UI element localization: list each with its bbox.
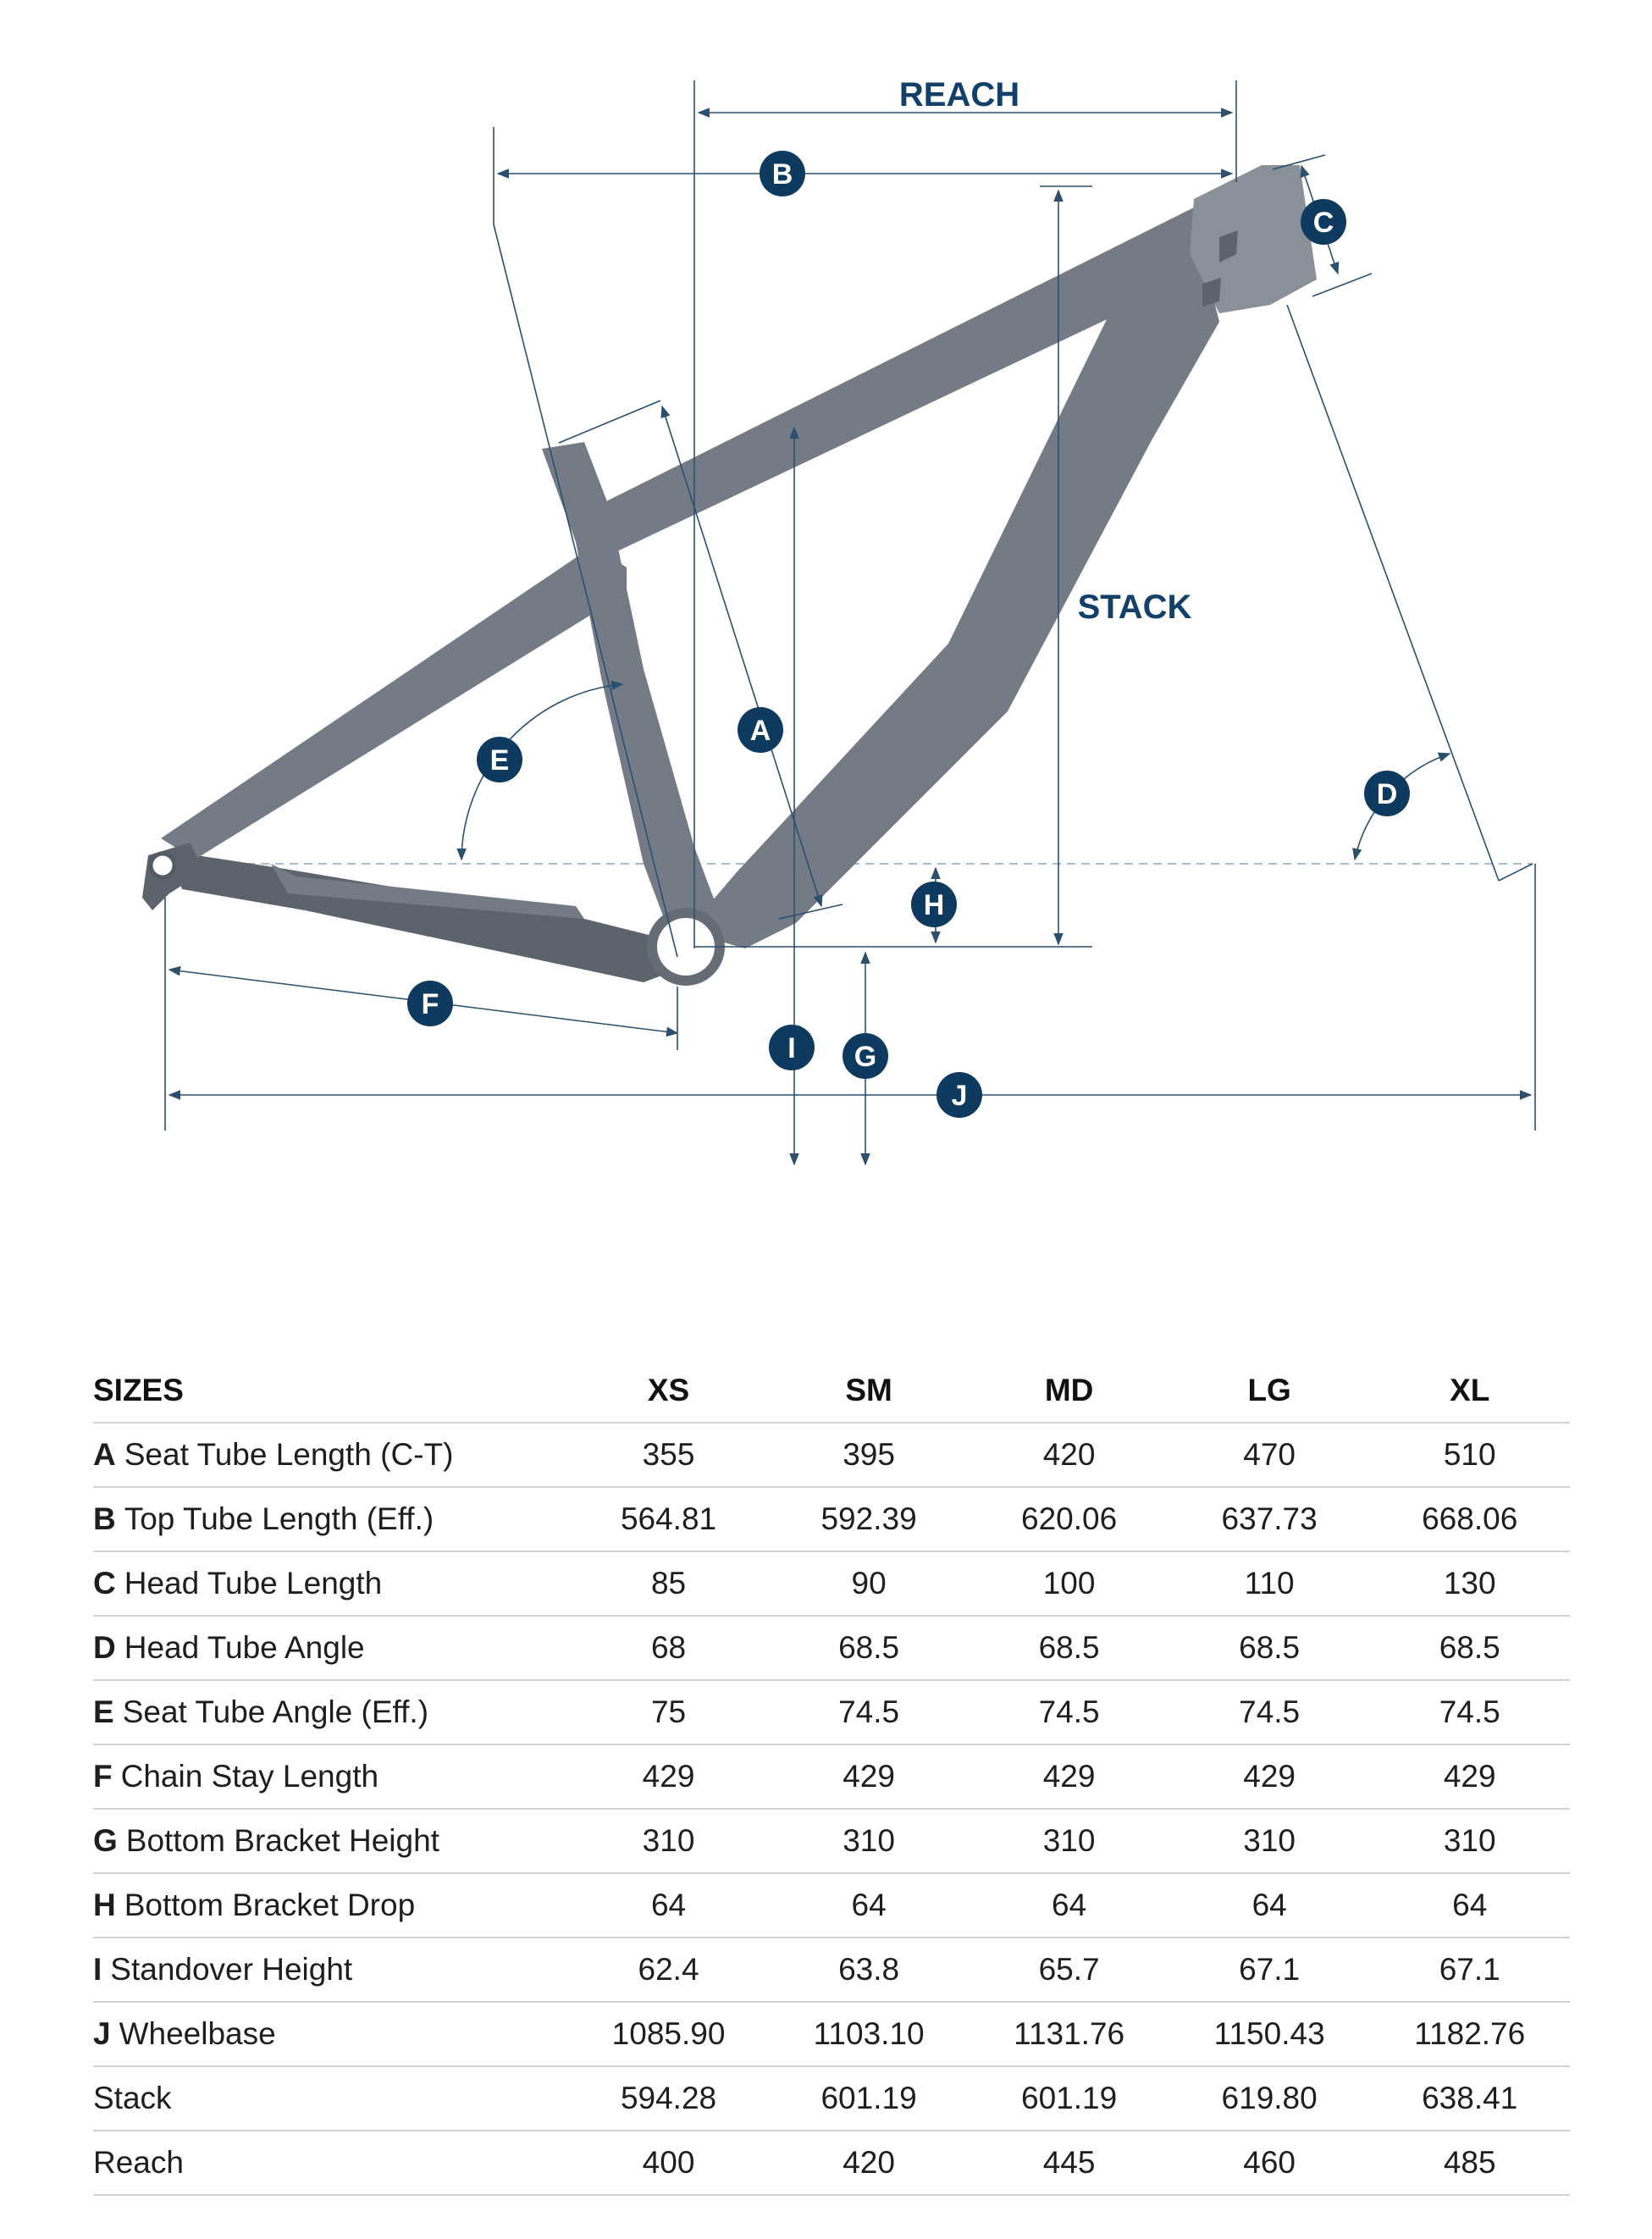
svg-text:H: H [923,889,945,921]
row-value: 429 [969,1744,1169,1809]
table-row [93,1938,1570,2002]
row-name: Reach [93,2145,184,2180]
row-key: A [93,1437,116,1472]
row-key: E [93,1694,114,1729]
badge-e [477,737,522,782]
row-key: F [93,1759,113,1794]
row-value: 64 [769,1873,970,1938]
geometry-table [93,1359,1570,2196]
row-value: 1131.76 [969,2002,1169,2066]
svg-text:I: I [787,1032,796,1064]
badge-a [738,707,783,753]
row-value: 68.5 [1369,1616,1570,1680]
row-value: 420 [969,1423,1169,1487]
row-value: 429 [1369,1744,1570,1809]
row-value: 510 [1369,1423,1570,1487]
svg-text:C: C [1312,207,1334,239]
table-row [93,1487,1570,1551]
row-label [93,1938,568,2002]
row-key: B [93,1501,116,1536]
badge-h [911,882,957,927]
row-value: 420 [769,2131,970,2195]
row-value: 310 [1369,1809,1570,1873]
row-value: 601.19 [969,2066,1169,2131]
badge-g [843,1033,888,1079]
row-value: 429 [1169,1744,1370,1809]
row-value: 67.1 [1169,1938,1370,2002]
badge-j [937,1072,982,1118]
row-key: C [93,1566,116,1600]
row-value: 460 [1169,2131,1370,2195]
header-size-md: MD [969,1359,1169,1423]
header-sizes: SIZES [93,1359,568,1423]
row-value: 74.5 [769,1680,970,1744]
table-row [93,1809,1570,1873]
row-value: 63.8 [769,1938,970,2002]
row-key: J [93,2016,111,2051]
row-value: 74.5 [969,1680,1169,1744]
row-value: 64 [1369,1873,1570,1938]
row-label [93,1487,568,1551]
row-value: 400 [568,2131,769,2195]
svg-text:A: A [749,715,771,747]
row-name: Standover Height [110,1952,353,1987]
table-row [93,1744,1570,1809]
row-value: 594.28 [568,2066,769,2131]
row-name: Seat Tube Length (C-T) [124,1437,454,1472]
badge-c [1301,199,1346,245]
row-value: 90 [769,1551,970,1616]
table-row [93,2131,1570,2195]
row-value: 310 [568,1809,769,1873]
row-value: 85 [568,1551,769,1616]
row-label [93,1551,568,1616]
table-header-row [93,1359,1570,1423]
row-label [93,2002,568,2066]
row-value: 592.39 [769,1487,970,1551]
row-value: 64 [568,1873,769,1938]
row-name: Head Tube Angle [124,1630,365,1665]
row-value: 74.5 [1369,1680,1570,1744]
row-key: I [93,1952,102,1987]
header-size-sm: SM [769,1359,970,1423]
row-name: Seat Tube Angle (Eff.) [122,1694,429,1729]
badge-b [760,151,805,196]
row-name: Chain Stay Length [120,1759,379,1794]
badge-f [407,981,453,1026]
row-label [93,1873,568,1938]
row-name: Top Tube Length (Eff.) [124,1501,434,1536]
row-value: 67.1 [1369,1938,1570,2002]
table-body [93,1423,1570,2195]
row-value: 64 [1169,1873,1370,1938]
row-label [93,1423,568,1487]
badge-i [769,1025,815,1070]
row-value: 65.7 [969,1938,1169,2002]
header-size-xs: XS [568,1359,769,1423]
row-value: 601.19 [769,2066,970,2131]
row-value: 429 [769,1744,970,1809]
row-value: 429 [568,1744,769,1809]
svg-text:G: G [854,1041,877,1073]
svg-text:D: D [1376,778,1398,810]
row-value: 1150.43 [1169,2002,1370,2066]
row-value: 64 [969,1873,1169,1938]
row-value: 310 [769,1809,970,1873]
svg-text:B: B [771,158,793,191]
header-size-lg: LG [1169,1359,1370,1423]
row-value: 638.41 [1369,2066,1570,2131]
table-row [93,2002,1570,2066]
row-name: Bottom Bracket Drop [124,1888,416,1922]
table-row [93,1873,1570,1938]
row-value: 1182.76 [1369,2002,1570,2066]
row-label [93,2066,568,2131]
row-value: 68.5 [769,1616,970,1680]
reach-label: REACH [898,76,1020,113]
row-key: H [93,1888,116,1922]
row-value: 668.06 [1369,1487,1570,1551]
row-value: 74.5 [1169,1680,1370,1744]
row-value: 130 [1369,1551,1570,1616]
row-key: G [93,1823,118,1858]
row-value: 1103.10 [769,2002,970,2066]
row-value: 75 [568,1680,769,1744]
row-name: Head Tube Length [124,1566,383,1600]
row-value: 68 [568,1616,769,1680]
table-row [93,1423,1570,1487]
row-value: 395 [769,1423,970,1487]
row-label [93,2131,568,2195]
row-label [93,1680,568,1744]
row-value: 619.80 [1169,2066,1370,2131]
bike-frame [142,165,1317,986]
row-value: 355 [568,1423,769,1487]
table-row [93,1616,1570,1680]
row-value: 68.5 [969,1616,1169,1680]
row-label [93,1744,568,1809]
row-name: Bottom Bracket Height [125,1823,439,1858]
table-row [93,1551,1570,1616]
table-row [93,1680,1570,1744]
row-label [93,1616,568,1680]
svg-text:F: F [421,988,439,1020]
table-row [93,2066,1570,2131]
svg-text:J: J [951,1080,968,1112]
row-value: 68.5 [1169,1616,1370,1680]
row-label [93,1809,568,1873]
row-value: 485 [1369,2131,1570,2195]
row-key: D [93,1630,116,1665]
row-value: 1085.90 [568,2002,769,2066]
row-value: 62.4 [568,1938,769,2002]
badge-d [1364,771,1410,816]
row-value: 445 [969,2131,1169,2195]
row-value: 100 [969,1551,1169,1616]
row-value: 310 [1169,1809,1370,1873]
row-value: 564.81 [568,1487,769,1551]
stack-label: STACK [1077,589,1192,626]
row-value: 110 [1169,1551,1370,1616]
row-value: 470 [1169,1423,1370,1487]
row-value: 310 [969,1809,1169,1873]
row-name: Stack [93,2081,172,2115]
header-size-xl: XL [1369,1359,1570,1423]
row-value: 637.73 [1169,1487,1370,1551]
row-name: Wheelbase [119,2016,276,2051]
svg-text:E: E [489,744,510,777]
row-value: 620.06 [969,1487,1169,1551]
